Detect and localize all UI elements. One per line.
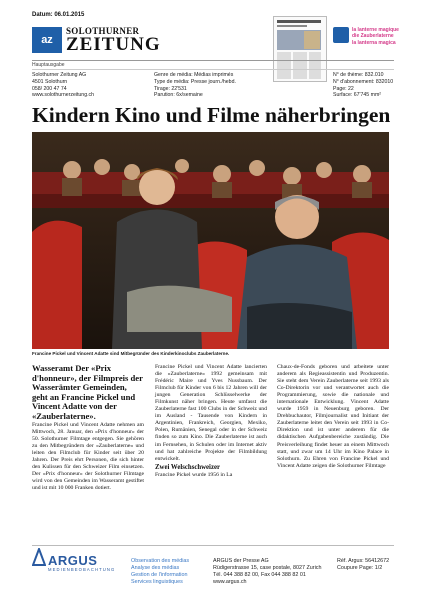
lanterne-line-1: la lanterne magique [352,27,399,33]
document-date: Datum: 06.01.2015 [32,12,85,18]
publisher-phone: 058/ 200 47 74 [32,85,67,92]
article-lead: Wasseramt Der «Prix d'honneur», der Filmpreis der Wasserämter Gemeinden, geht an Francine Pickel und Vincent Adatte von der «Zauberlaterne». [32,363,143,421]
publisher-info [32,72,94,99]
article-column-2 [155,364,267,479]
service-item: Services linguistiques [131,578,183,585]
media-frequency: Parution: 6x/semaine [154,92,203,99]
theme-number: N° de thème: 832.010 [333,72,384,78]
article-paragraph-4: Chaux-de-Fonds geboren und arbeitete unter anderem als Regieassistentin und Produzentin. Sie steht dem Verein Zauberlaterne seit 1993 als Co-Direktorin vor und verantwortet auch die Programmierung, sowie die nationale und internationale Entwicklung. Vincent Adatte wurde 1959 in Neuenburg geboren. Der Drehbuchautor, Filmjournalist und Initiant der Zauberlaterne leitet den Verein seit 1993 in Co-Direktion und ist unter anderem für die didaktischen Aufgabenbereiche zuständig. Die Preisverleihung findet heuer an einem Mittwoch statt, und zwar um 14 Uhr im Kino Palace in Solothurn. Zu Ehren von Francine Pickel und Vincent Adatte zeigen die Solothurner Filmtage [277,364,389,469]
edition-label: Hauptausgabe [32,62,65,68]
page-thumbnail[interactable] [273,16,327,82]
address-phone: Tél. 044 388 82 00, Fax 044 388 82 01 [213,571,306,578]
lanterne-line-2: die Zauberlaterne [352,33,394,40]
article-paragraph-1: Francine Pickel und Vincent Adatte nehmen am Mittwoch, 28. Januar, den «Prix d'honneur» der 50. Solothurner Filmtage entgegen. Sie gehören zu den Mitbegründern der «Zauberlaterne» und leiten den Filmclub für Kinder seit über 20 Jahren. Der Preis ehrt Personen, die sich hinter den Kulissen für den Schweizer Film einsetzen. Der «Prix d'honneur» der Solothurner Filmtage wird von den Gemeinden im Wasseramt gestiftet und ist mit 10 000 Franken dotiert. [32,421,144,491]
subscription-number: N° d'abonnement: 832010 [333,78,394,85]
newspaper-name-top: SOLOTHURNER [66,26,140,36]
argus-address [213,558,321,586]
article-column-1 [32,364,144,492]
argus-logo-icon [32,548,46,566]
service-item: Analyse des médias [131,564,180,571]
article-column-3 [277,364,389,470]
service-item: Gestion de l'information [131,571,188,578]
theme-info [333,72,393,99]
argus-brand-sub: MEDIENBEOBACHTUNG [48,567,116,572]
az-logo: az [32,27,62,53]
footer-rule [32,545,394,546]
media-circulation: Tirage: 22'531 [154,85,187,92]
header-rule [32,60,394,61]
cinema-audience-illustration [32,132,389,349]
lanterne-magique-logo-text [352,27,399,46]
argus-services [131,558,189,586]
newspaper-name-main: ZEITUNG [66,34,161,55]
article-photo [32,132,389,349]
clipping-page: Coupure Page: 1/2 [337,564,383,571]
article-subheading: Zwei Welschschweizer [155,463,220,471]
page-number: Page: 22 [333,85,354,92]
address-street: Rüdigerstrasse 15, case postale, 8027 Zurich [213,564,322,571]
article-headline: Kindern Kino und Filme näherbringen [32,103,391,127]
address-website[interactable]: www.argus.ch [213,578,247,585]
photo-caption: Francine Pickel und Vincent Adatte sind Mitbegründer des Kinderkinoclubs Zauberlaterne. [32,351,230,356]
article-paragraph-3: Francine Pickel wurde 1956 in La [155,471,233,478]
meta-rule [32,69,394,70]
lanterne-magique-icon [333,27,349,43]
media-genre: Genre de média: Médias imprimés [154,72,234,78]
article-paragraph-2: Francine Pickel und Vincent Adatte lancierten die «Zauberlaterne» 1992 gemeinsam mit Frédéric Maire und Yves Nussbaum. Der Filmclub für Kinder von 6 bis 12 Jahren will der jungen Generation Schlüsselwerke der Filmkunst näher bringen. Heute umfasst die Zauberlaterne fast 100 Clubs in der Schweiz und im Ausland - Tausende von Kindern in Argentinien, Frankreich, Georgien, Mexiko, Polen, Rumänien, Senegal oder in der Schweiz finden so zum Kino. Die Zauberlaterne ist auch im Fernsehen, in Schulen oder im Internet aktiv und hat zahlreiche Projekte der Filmbildung entwickelt. [155,364,267,462]
media-info [154,72,236,99]
publisher-website[interactable]: www.solothurnerzeitung.ch [32,92,94,99]
media-type: Type de média: Presse journ./hebd. [154,78,236,85]
surface-area: Surface: 67'745 mm² [333,92,381,99]
lanterne-line-3: la lanterna magica [352,39,396,46]
publisher-city: 4501 Solothurn [32,78,68,85]
publisher-name: Solothurner Zeitung AG [32,72,87,78]
reference-number: Réf. Argus: 56412672 [337,558,390,564]
address-company: ARGUS der Presse AG [213,558,269,564]
argus-brand: ARGUS [48,553,98,568]
argus-reference [337,558,389,572]
service-item: Observation des médias [131,558,190,564]
